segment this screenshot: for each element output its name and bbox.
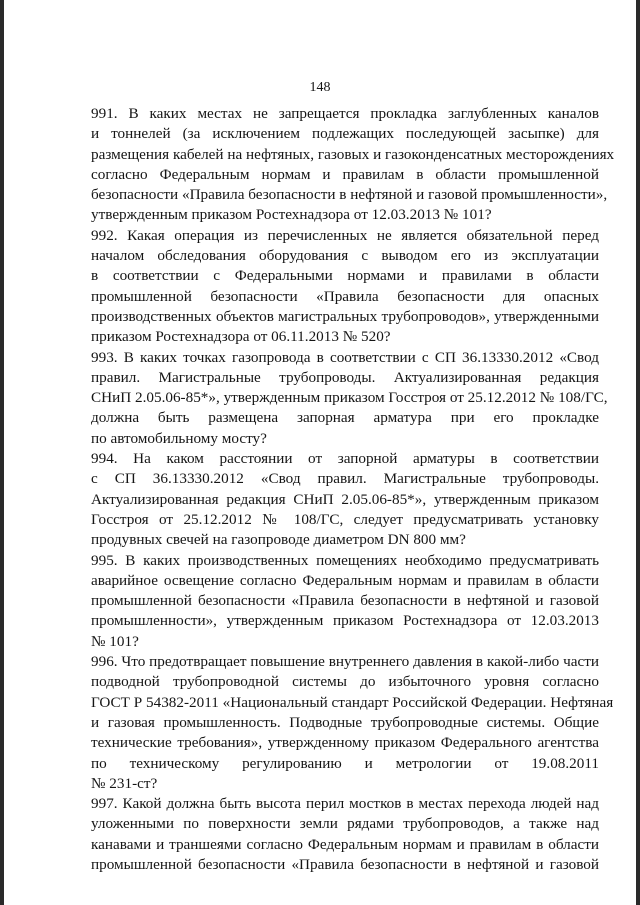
text-line: правил. Магистральные трубопроводы. Актуализированная редакция: [91, 368, 599, 386]
text-line: № 231-ст?: [91, 774, 158, 792]
text-line: промышленности», утвержденным приказом Ростехнадзора от 12.03.2013: [91, 612, 599, 630]
text-line: и газовая промышленность. Подводные трубопроводные системы. Общие: [91, 713, 599, 731]
question-995: [91, 551, 599, 652]
question-992: [91, 226, 599, 348]
question-991: [91, 104, 615, 226]
scan-edge-left: [0, 0, 4, 905]
question-994: [91, 449, 599, 550]
text-line: аварийное освещение согласно Федеральным нормам и правилам в области: [91, 571, 599, 589]
text-line: Актуализированная редакция СНиП 2.05.06-85*», утвержденным приказом: [91, 490, 599, 508]
text-line: продувных свечей на газопроводе диаметром DN 800 мм?: [91, 531, 466, 549]
text-line: 997. Какой должна быть высота перил мостков в местах перехода людей над: [91, 795, 599, 813]
text-line: в соответствии с Федеральными нормами и правилами в области: [91, 267, 599, 285]
text-line: № 101?: [91, 632, 139, 650]
page-number: 148: [309, 80, 331, 95]
text-line: промышленной безопасности «Правила безопасности в нефтяной и газовой: [91, 592, 599, 610]
text-line: безопасности «Правила безопасности в нефтяной и газовой промышленности»,: [91, 186, 608, 204]
text-line: началом обследования оборудования с выводом его из эксплуатации: [91, 247, 599, 265]
text-line: СНиП 2.05.06-85*», утвержденным приказом Госстроя от 25.12.2012 № 108/ГС,: [91, 389, 608, 407]
text-line: согласно Федеральным нормам и правилам в области промышленной: [91, 165, 599, 183]
questions-list: [91, 104, 615, 875]
text-line: 996. Что предотвращает повышение внутреннего давления в какой-либо части: [91, 653, 599, 671]
text-line: приказом Ростехнадзора от 06.11.2013 № 520?: [91, 328, 391, 346]
text-line: промышленной безопасности «Правила безопасности в нефтяной и газовой: [91, 855, 599, 873]
text-line: и тоннелей (за исключением подлежащих последующей засыпке) для: [91, 125, 599, 143]
text-line: производственных объектов магистральных трубопроводов», утвержденными: [91, 307, 599, 325]
text-line: 995. В каких производственных помещениях необходимо предусматривать: [91, 551, 599, 569]
question-996: [91, 652, 614, 794]
text-line: 991. В каких местах не запрещается прокладка заглубленных каналов: [91, 105, 599, 122]
text-line: технические требования», утвержденному приказом Федерального агентства: [91, 734, 599, 752]
text-line: ГОСТ Р 54382-2011 «Национальный стандарт Российской Федерации. Нефтяная: [91, 693, 614, 711]
text-line: с СП 36.13330.2012 «Свод правил. Магистральные трубопроводы.: [91, 470, 599, 488]
text-line: 992. Какая операция из перечисленных не является обязательной перед: [91, 226, 599, 244]
text-line: 994. На каком расстоянии от запорной арматуры в соответствии: [91, 450, 599, 468]
text-line: уложенными по поверхности земли рядами трубопроводов, а также над: [91, 815, 599, 833]
text-line: по техническому регулированию и метрологии от 19.08.2011: [91, 754, 599, 772]
text-line: промышленной безопасности «Правила безопасности для опасных: [91, 287, 599, 305]
text-line: размещения кабелей на нефтяных, газовых и газоконденсатных месторождениях: [91, 145, 615, 163]
text-line: должна быть размещена запорная арматура при его прокладке: [91, 409, 599, 427]
text-line: Госстроя от 25.12.2012 № 108/ГС, следует предусматривать установку: [91, 510, 599, 528]
text-line: по автомобильному мосту?: [91, 429, 267, 447]
text-line: 993. В каких точках газопровода в соответствии с СП 36.13330.2012 «Свод: [91, 348, 599, 366]
question-997: [91, 794, 599, 875]
text-line: канавами и траншеями согласно Федеральным нормам и правилам в области: [91, 835, 599, 853]
text-line: подводной трубопроводной системы до избыточного уровня согласно: [91, 673, 599, 691]
question-993: [91, 348, 608, 449]
text-line: утвержденным приказом Ростехнадзора от 12.03.2013 № 101?: [91, 206, 492, 224]
scan-edge-right: [636, 0, 640, 905]
